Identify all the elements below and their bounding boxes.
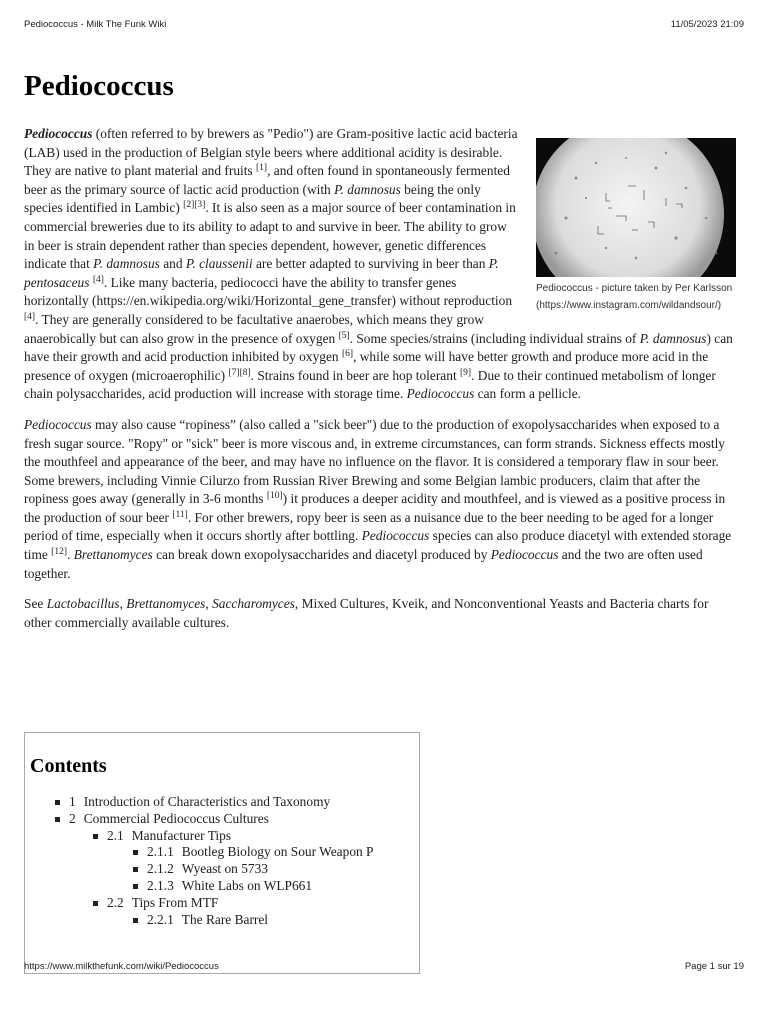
reference-link[interactable]: [9] [460, 367, 472, 378]
toc-item-1[interactable]: 1 Introduction of Characteristics and Taxonomy [25, 794, 419, 811]
reference-link[interactable]: [4] [24, 311, 36, 322]
reference-link[interactable]: [1] [256, 163, 268, 174]
ropiness-paragraph: Pediococcus may also cause “ropiness” (also called a "sick beer") due to the production of exopolysaccharides when exposed to a fresh sugar source. "Ropy" or "sick" beer is more viscous and, in extreme circumstances, can form strands. Sickness effects mostly the mouthfeel and appearance of the beer, and may have no influence on the flavor. It is considered a temporary flaw in sour beer. Some brewers, including Vinnie Cilurzo from Russian River Brewing and some Belgian lambic producers, claim that after the ropiness goes away (generally in 3-6 months [10]) it produces a deeper acidity and mouthfeel, and is viewed as a positive process in the production of sour beer [11]. For other brewers, ropy beer is seen as a nuisance due to the beer needing to be aged for a longer period of time, especially when it occurs shortly after bottling. Pediococcus species can also produce diacetyl with extended storage time [12]. Brettanomyces can break down exopolysaccharides and diacetyl produced by Pediococcus and the two are often used together. [24, 416, 732, 581]
page-title: Pediococcus [24, 70, 174, 102]
print-header-title: Pediococcus - Milk The Funk Wiki [24, 19, 167, 30]
bullet-icon [133, 867, 138, 872]
reference-link[interactable]: [10] [266, 491, 283, 502]
print-footer [24, 961, 744, 972]
reference-link[interactable]: [12] [51, 547, 67, 558]
toc-title: Contents [30, 755, 107, 777]
reference-link[interactable]: [5] [338, 330, 350, 341]
print-footer-page: Page 1 sur 19 [684, 961, 744, 972]
toc-item-2-1-1[interactable]: 2.1.1 Bootleg Biology on Sour Weapon P [25, 844, 419, 861]
bullet-icon [133, 884, 138, 889]
intro-paragraph: Pediococcus (often referred to by brewers as "Pedio") are Gram-positive lactic acid bacteria (LAB) used in the production of Belgian style beers where additional acidity is desirable. They are native to plant material and fruits [1], and often found in spontaneously fermented beer as the primary source of lactic acid production (with P. damnosus being the only species identified in Lambic) [2][3]. It is also seen as a major source of beer contamination in commercial breweries due to its ability to adapt to and survive in beer. The ability to grow in beer is strain dependent rather than species dependent, however, genetic differences indicate that P. damnosus and P. claussenii are better adapted to surviving in beer than P. pentosaceus [4]. Like many bacteria, pediococci have the ability to transfer genes horizontally (https://en.wikipedia.org/wiki/Horizontal_gene_transfer) without reproduction [4]. They are generally considered to be facultative anaerobes, which means they grow anaerobically but can also grow in the presence of oxygen [5]. Some species/strains (including individual strains of P. damnosus) can have their growth and acid production inhibited by oxygen [6], while some will have better growth and produce more acid in the presence of oxygen (microaerophilic) [7][8]. Strains found in beer are hop tolerant [9]. Due to their continued metabolism of longer chain polysaccharides, acid production will increase with storage time. Pediococcus can form a pellicle. [24, 126, 733, 402]
print-footer-url: https://www.milkthefunk.com/wiki/Pediococcus [24, 961, 219, 972]
reference-link[interactable]: [2][3] [183, 200, 206, 211]
toc-item-2-1[interactable]: 2.1 Manufacturer Tips [25, 828, 419, 845]
bullet-icon [55, 800, 60, 805]
link-lactobacillus[interactable]: Lactobacillus [46, 596, 120, 612]
table-of-contents [24, 732, 420, 974]
thumbnail [536, 138, 736, 314]
bullet-icon [133, 918, 138, 923]
toc-item-2-2-1[interactable]: 2.2.1 The Rare Barrel [25, 912, 419, 929]
toc-item-2-1-2[interactable]: 2.1.2 Wyeast on 5733 [25, 861, 419, 878]
see-also-paragraph: See Lactobacillus, Brettanomyces, Saccharomyces, Mixed Cultures, Kveik, and Nonconventional Yeasts and Bacteria charts for other commercially available cultures. [24, 596, 709, 630]
image-caption: Pediococcus - picture taken by Per Karlsson (https://www.instagram.com/wildandsour/) [536, 283, 733, 311]
reference-link[interactable]: [7][8] [228, 367, 251, 378]
toc-list [25, 794, 419, 928]
bullet-icon [55, 817, 60, 822]
toc-item-2-1-3[interactable]: 2.1.3 White Labs on WLP661 [25, 878, 419, 895]
link-saccharomyces[interactable]: Saccharomyces [212, 596, 295, 612]
reference-link[interactable]: [11] [172, 509, 188, 520]
bullet-icon [133, 850, 138, 855]
bullet-icon [93, 834, 98, 839]
toc-item-2[interactable]: 2 Commercial Pediococcus Cultures [25, 811, 419, 828]
link-brettanomyces[interactable]: Brettanomyces [126, 596, 206, 612]
reference-link[interactable]: [4] [92, 274, 104, 285]
reference-link[interactable]: [6] [341, 349, 354, 360]
article-body [24, 125, 736, 644]
toc-item-2-2[interactable]: 2.2 Tips From MTF [25, 895, 419, 912]
print-header [24, 19, 744, 30]
print-header-datetime: 11/05/2023 21:09 [670, 19, 744, 30]
bullet-icon [93, 901, 98, 906]
microscope-image[interactable] [536, 138, 736, 277]
